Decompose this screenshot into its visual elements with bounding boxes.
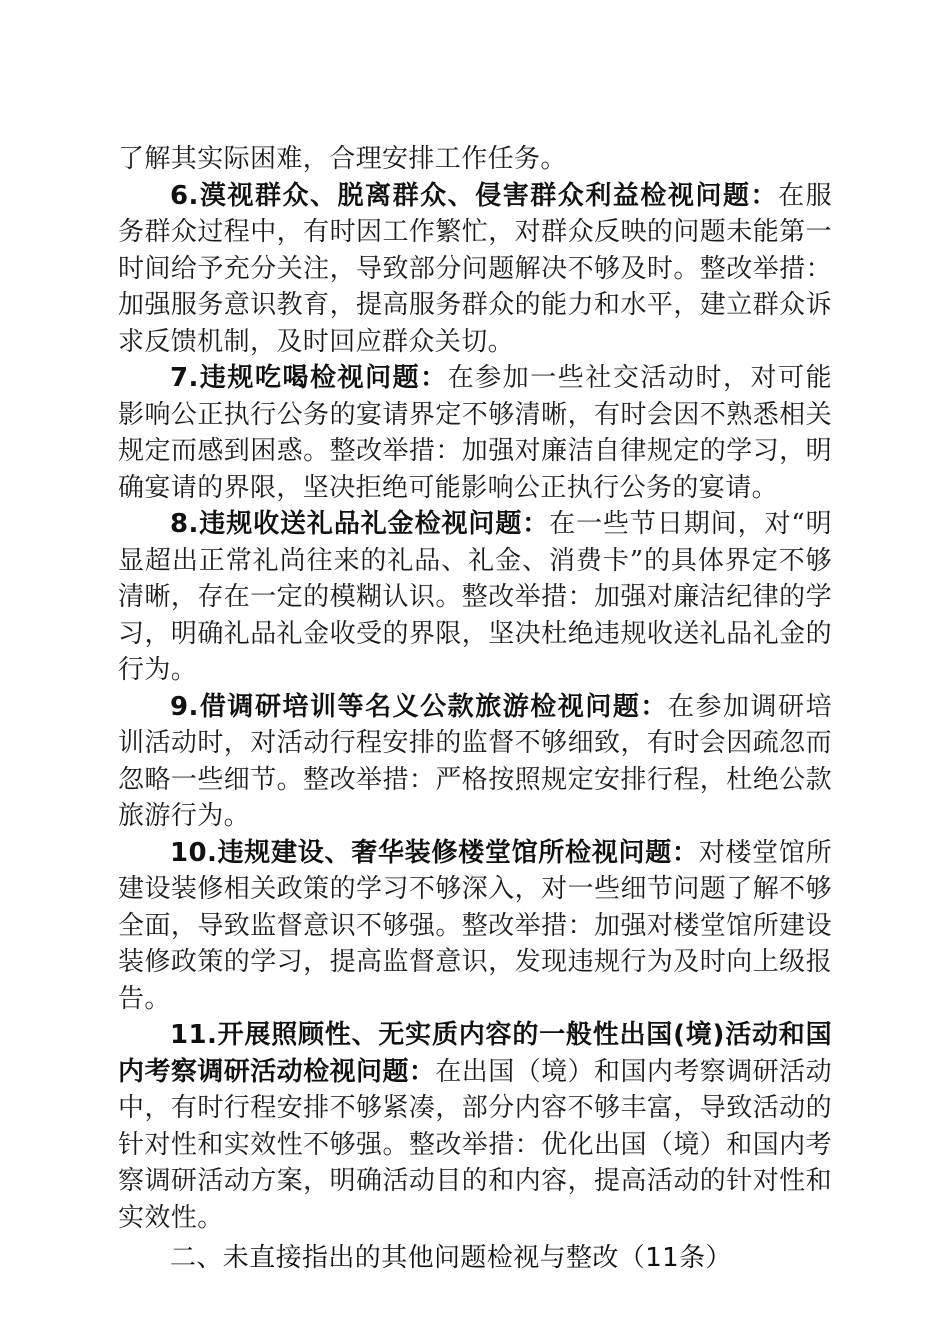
item-heading-7: 7.违规吃喝检视问题： xyxy=(170,363,448,393)
item-body-9: 在参加调研培训活动时，对活动行程安排的监督不够细致，有时会因疏忽而忽略一些细节。整改举措：严格按照规定安排行程，杜绝公款旅游行为。 xyxy=(118,691,832,831)
item-paragraph-9 xyxy=(118,689,832,835)
item-heading-6: 6.漠视群众、脱离群众、侵害群众利益检视问题： xyxy=(170,180,779,211)
item-paragraph-6 xyxy=(118,178,832,361)
item-body-11: 在出国（境）和国内考察调研活动中，有时行程安排不够紧凑，部分内容不够丰富，导致活动的针对性和实效性不够强。整改举措：优化出国（境）和国内考察调研活动方案，明确活动目的和内容，提高活动的针对性和实效性。 xyxy=(118,1056,832,1233)
item-paragraph-8 xyxy=(118,506,832,689)
item-body-7: 在参加一些社交活动时，对可能影响公正执行公务的宴请界定不够清晰，有时会因不熟悉相关规定而感到困惑。整改举措：加强对廉洁自律规定的学习，明确宴请的界限，坚决拒绝可能影响公正执行公务的宴请。 xyxy=(118,363,832,503)
item-body-8: 在一些节日期间，对“明显超出正常礼尚往来的礼品、礼金、消费卡”的具体界定不够清晰，存在一定的模糊认识。整改举措：加强对廉洁纪律的学习，明确礼品礼金收受的界限，坚决杜绝违规收送礼品礼金的行为。 xyxy=(118,509,833,685)
item-paragraph-11 xyxy=(118,1017,832,1236)
item-heading-8: 8.违规收送礼品礼金检视问题： xyxy=(170,509,550,539)
item-paragraph-10 xyxy=(118,835,832,1018)
item-paragraph-7 xyxy=(118,360,832,506)
document-page xyxy=(118,141,832,1277)
continuation-paragraph: 了解其实际困难，合理安排工作任务。 xyxy=(118,144,567,174)
item-body-6: 在服务群众过程中，有时因工作繁忙，对群众反映的问题未能第一时间给予充分关注，导致部分问题解决不够及时。整改举措：加强服务意识教育，提高服务群众的能力和水平，建立群众诉求反馈机制，及时回应群众关切。 xyxy=(118,180,832,357)
item-heading-11: 11.开展照顾性、无实质内容的一般性出国(境)活动和国内考察调研活动检视问题： xyxy=(118,1020,832,1087)
item-heading-10: 10.违规建设、奢华装修楼堂馆所检视问题： xyxy=(170,837,699,868)
section-heading: 二、未直接指出的其他问题检视与整改（11条） xyxy=(170,1243,732,1273)
item-heading-9: 9.借调研培训等名义公款旅游检视问题： xyxy=(170,691,668,722)
item-body-10: 对楼堂馆所建设装修相关政策的学习不够深入，对一些细节问题了解不够全面，导致监督意识不够强。整改举措：加强对楼堂馆所建设装修政策的学习，提高监督意识，发现违规行为及时向上级报告。 xyxy=(118,837,832,1014)
